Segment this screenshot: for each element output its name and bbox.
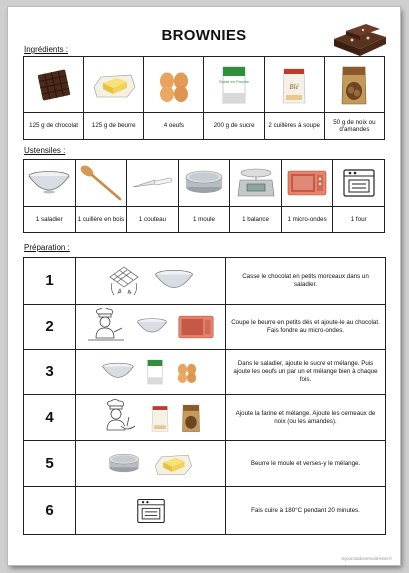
ingredient-image-cell	[144, 57, 204, 113]
step-illustration	[76, 305, 226, 350]
kitchen-scale-icon	[236, 166, 276, 200]
ingredient-image-cell	[204, 57, 264, 113]
step-instruction: Fais cuire à 180°C pendant 20 minutes.	[226, 487, 386, 535]
step-number: 4	[24, 395, 76, 441]
wooden-spoon-icon	[78, 163, 124, 203]
tool-image-cell	[230, 160, 282, 207]
tool-image-cell	[127, 160, 179, 207]
ingredient-image-cell	[24, 57, 84, 113]
breaking-chocolate-icon	[106, 263, 144, 299]
recipe-title: BROWNIES	[161, 27, 247, 44]
ingredient-label: 2 cuillères à soupe	[264, 113, 324, 140]
tool-image-cell	[178, 160, 230, 207]
tool-label: 1 micro-ondes	[281, 207, 333, 233]
flour-bag-icon	[279, 65, 309, 105]
step-instruction: Beurre le moule et verses-y le mélange.	[226, 441, 386, 487]
step-instruction: Ajoute la farine et mélange. Ajoute les cerneaux de noix (ou les amandes).	[226, 395, 386, 441]
step-number: 5	[24, 441, 76, 487]
flour-bag-icon	[149, 403, 171, 433]
tool-label: 1 moule	[178, 207, 230, 233]
step-instruction: Dans le saladier, ajoute le sucre et mélange. Puis ajoute les oeufs un par un et mélange bien à chaque fois.	[226, 350, 386, 395]
microwave-icon	[177, 312, 215, 342]
ingredient-label: 125 g de chocolat	[24, 113, 84, 140]
tool-label: 1 four	[333, 207, 385, 233]
nuts-bag-icon	[339, 64, 369, 106]
footer-credit: lejournaldunemaitresse.fr	[341, 556, 392, 561]
step-number: 1	[24, 258, 76, 305]
step-illustration	[76, 487, 226, 535]
step-illustration	[76, 441, 226, 487]
step-row	[24, 395, 386, 441]
chef-cutting-icon	[86, 308, 126, 346]
preparation-table	[23, 257, 386, 535]
ingredient-image-cell	[264, 57, 324, 113]
sugar-box-text: Sucre en Poudre	[219, 78, 250, 84]
tool-label: 1 couteau	[127, 207, 179, 233]
chocolate-bar-icon	[34, 67, 74, 103]
tool-image-cell	[281, 160, 333, 207]
step-row	[24, 305, 386, 350]
tool-image-cell	[333, 160, 385, 207]
chef-mixing-icon	[99, 399, 139, 437]
ingredient-label: 200 g de sucre	[204, 113, 264, 140]
eggs-icon	[174, 360, 200, 384]
ingredients-heading: Ingrédients :	[24, 45, 69, 54]
sugar-box-icon	[145, 357, 165, 387]
step-illustration	[76, 395, 226, 441]
ingredient-label: 125 g de beurre	[84, 113, 144, 140]
tools-table	[23, 159, 385, 233]
step-instruction: Casse le chocolat en petits morceaux dans un saladier.	[226, 258, 386, 305]
preparation-heading: Préparation :	[24, 243, 70, 252]
oven-icon	[340, 166, 378, 200]
step-row	[24, 350, 386, 395]
sugar-box-icon	[219, 65, 249, 105]
cake-pan-icon	[182, 169, 226, 197]
butter-icon	[151, 448, 195, 480]
nuts-bag-icon	[180, 403, 202, 433]
step-number: 6	[24, 487, 76, 535]
ingredient-label: 4 oeufs	[144, 113, 204, 140]
salad-bowl-icon	[153, 269, 195, 293]
salad-bowl-icon	[27, 170, 71, 196]
step-number: 2	[24, 305, 76, 350]
flour-bag-text: Blé	[289, 82, 299, 91]
eggs-icon	[154, 67, 194, 103]
recipe-sheet	[8, 7, 400, 565]
cake-pan-icon	[106, 452, 142, 476]
step-row	[24, 487, 386, 535]
tool-label: 1 saladier	[24, 207, 76, 233]
salad-bowl-icon	[101, 362, 135, 382]
tool-image-cell	[24, 160, 76, 207]
microwave-icon	[286, 167, 328, 199]
step-number: 3	[24, 350, 76, 395]
oven-icon	[134, 496, 168, 526]
step-illustration	[76, 258, 226, 305]
tool-label: 1 cuillère en bois	[75, 207, 127, 233]
tool-image-cell	[75, 160, 127, 207]
brownies-photo	[330, 19, 392, 59]
step-row	[24, 258, 386, 305]
ingredient-image-cell	[324, 57, 384, 113]
step-illustration	[76, 350, 226, 395]
knife-icon	[129, 173, 175, 193]
step-instruction: Coupe le beurre en petits dés et ajoute-le au chocolat. Fais fondre au micro-ondes.	[226, 305, 386, 350]
ingredients-table	[23, 56, 385, 140]
tool-label: 1 balance	[230, 207, 282, 233]
tools-heading: Ustensiles :	[24, 146, 66, 155]
ingredient-image-cell	[84, 57, 144, 113]
ingredient-label: 50 g de noix ou d'amandes	[324, 113, 384, 140]
butter-icon	[91, 67, 137, 103]
step-row	[24, 441, 386, 487]
salad-bowl-icon	[136, 317, 168, 337]
